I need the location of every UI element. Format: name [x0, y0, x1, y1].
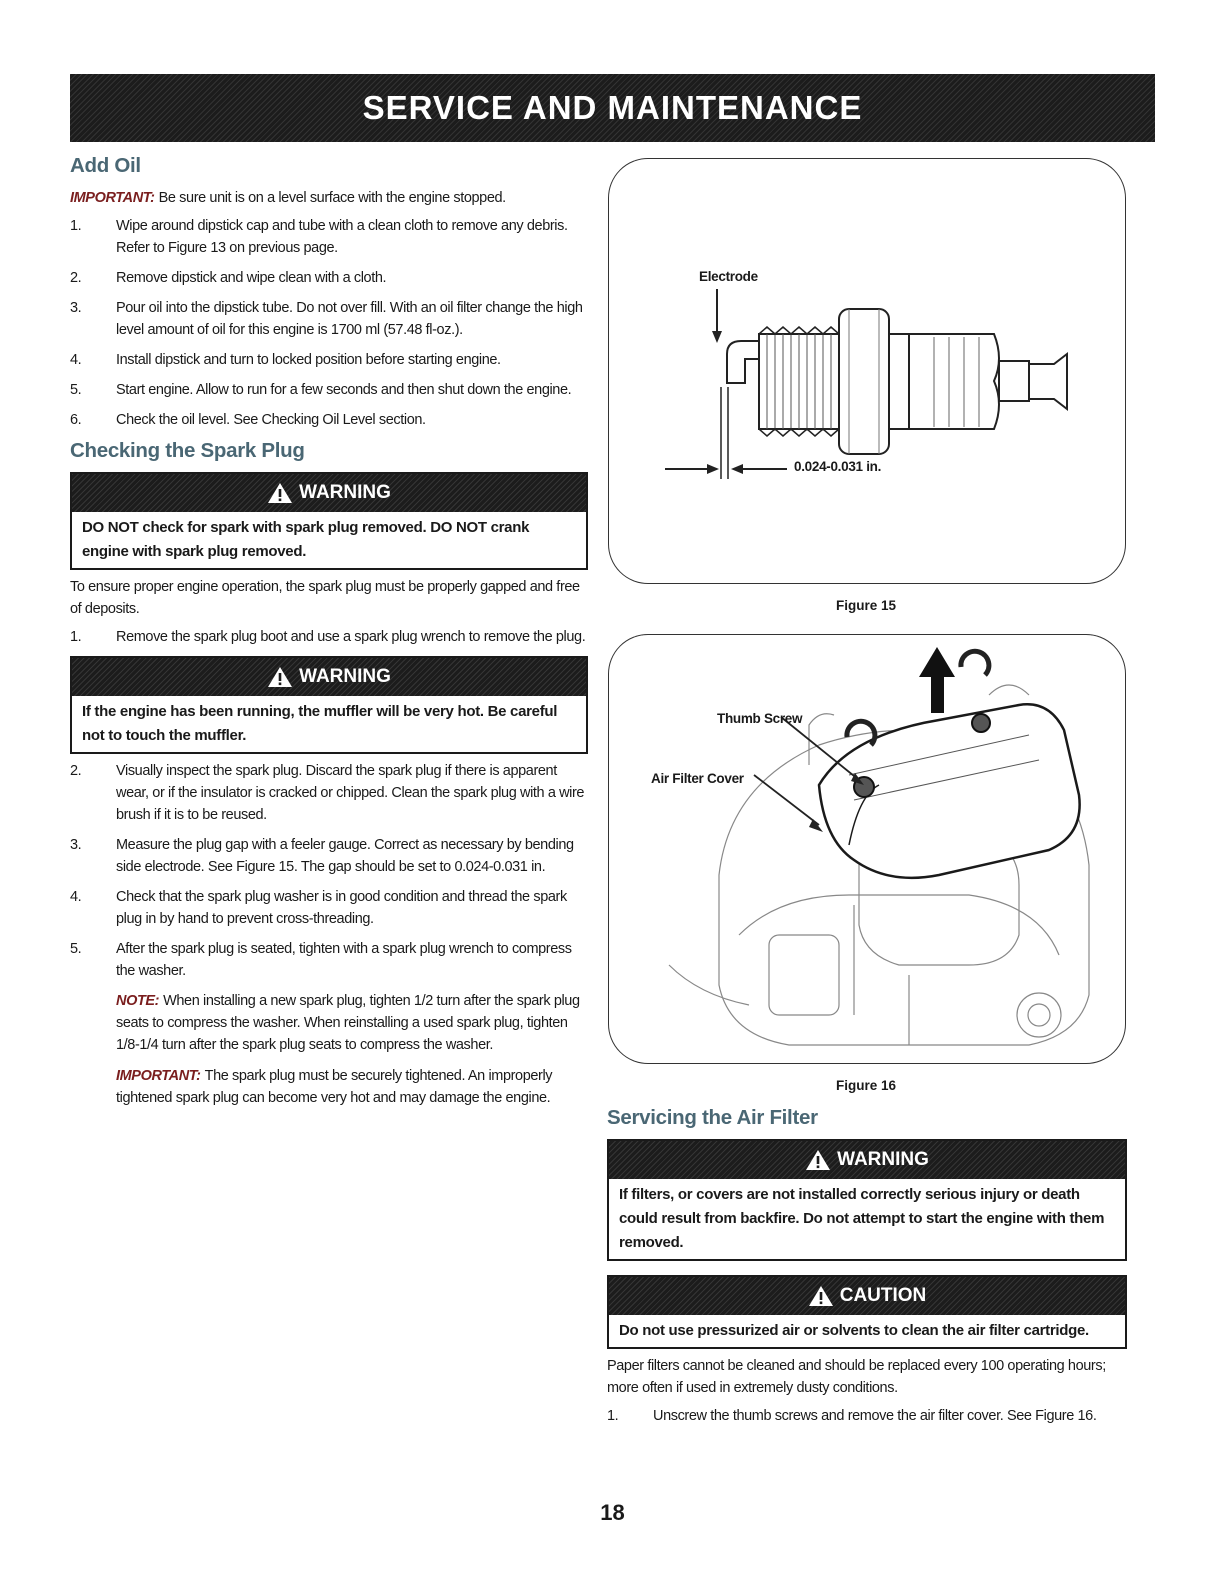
warning-header — [609, 1141, 1125, 1179]
list-item — [607, 1405, 1127, 1427]
warning-triangle-icon — [267, 666, 293, 688]
warning-text: If filters, or covers are not installed correctly serious injury or death could result from backfire. Do not attempt to start the engine with them removed. — [619, 1186, 1105, 1251]
figure-16-caption: Figure 16 — [835, 1078, 897, 1093]
engine-air-filter-illustration — [609, 635, 1125, 1063]
step-text: Pour oil into the dipstick tube. Do not over fill. With an oil filter change the high level amount of oil for this engine is 1700 ml (57.48 fl-oz.). — [116, 300, 583, 338]
air-filter-intro: Paper filters cannot be cleaned and should be replaced every 100 operating hours; more often if used in extremely dusty conditions. — [607, 1358, 1106, 1396]
caution-text: Do not use pressurized air or solvents to clean the air filter cartridge. — [619, 1322, 1089, 1339]
step-text: Visually inspect the spark plug. Discard the spark plug if there is apparent wear, or if the insulator is cracked or chipped. Clean the spark plug with a wire brush if it is to be reused. — [116, 763, 585, 823]
left-column — [70, 154, 588, 1118]
step-number: 3. — [70, 837, 82, 853]
warning-box — [70, 472, 588, 570]
caution-header — [609, 1277, 1125, 1315]
spark-plug-important — [70, 1065, 588, 1109]
add-oil-heading: Add Oil — [70, 154, 141, 177]
air-filter-steps — [607, 1405, 1127, 1427]
step-text: After the spark plug is seated, tighten with a spark plug wrench to compress the washer. — [116, 941, 572, 979]
note-label: NOTE: — [116, 993, 160, 1009]
list-item — [70, 886, 588, 930]
warning-header — [72, 474, 586, 512]
warning-title: WARNING — [299, 666, 391, 687]
list-item — [70, 626, 588, 648]
important-text: The spark plug must be securely tightened. An improperly tightened spark plug can become very hot and may damage the engine. — [116, 1068, 553, 1106]
list-item — [70, 349, 588, 371]
section-banner — [70, 74, 1155, 142]
step-text: Remove dipstick and wipe clean with a cloth. — [116, 270, 387, 286]
spark-plug-note — [70, 990, 588, 1056]
step-text: Unscrew the thumb screws and remove the air filter cover. See Figure 16. — [653, 1408, 1097, 1424]
warning-triangle-icon — [267, 482, 293, 504]
figure-16-frame — [608, 634, 1126, 1064]
step-text: Measure the plug gap with a feeler gauge. Correct as necessary by bending side electrode. See Figure 15. The gap should be set to 0.024-0.031 in. — [116, 837, 574, 875]
warning-triangle-icon — [805, 1149, 831, 1171]
important-label: IMPORTANT: — [116, 1068, 201, 1084]
step-text: Install dipstick and turn to locked position before starting engine. — [116, 352, 501, 368]
step-number: 1. — [70, 629, 82, 645]
figure-15-caption: Figure 15 — [835, 598, 897, 613]
list-item — [70, 834, 588, 878]
warning-box — [70, 656, 588, 754]
air-filter-cover-label: Air Filter Cover — [651, 771, 744, 786]
step-number: 2. — [70, 763, 82, 779]
warning-text: If the engine has been running, the muffler will be very hot. Be careful not to touch the muffler. — [82, 703, 558, 744]
note-text: When installing a new spark plug, tighten 1/2 turn after the spark plug seats to compress the washer. When reinstalling a used spark plug, tighten 1/8-1/4 turn after the spark plug seats to compress the washer. — [116, 993, 580, 1053]
caution-triangle-icon — [808, 1285, 834, 1307]
warning-title: WARNING — [837, 1149, 929, 1170]
section-title: SERVICE AND MAINTENANCE — [362, 89, 863, 126]
step-number: 2. — [70, 270, 82, 286]
air-filter-heading: Servicing the Air Filter — [607, 1106, 818, 1129]
list-item — [70, 938, 588, 982]
list-item — [70, 760, 588, 826]
step-number: 1. — [70, 218, 82, 234]
step-number: 6. — [70, 412, 82, 428]
list-item — [70, 379, 588, 401]
add-oil-important — [70, 187, 588, 209]
important-text: Be sure unit is on a level surface with the engine stopped. — [158, 190, 506, 206]
important-label: IMPORTANT: — [70, 190, 155, 206]
add-oil-steps — [70, 215, 588, 431]
step-text: Wipe around dipstick cap and tube with a clean cloth to remove any debris. Refer to Figure 13 on previous page. — [116, 218, 568, 256]
step-number: 3. — [70, 300, 82, 316]
list-item — [70, 267, 588, 289]
warning-title: WARNING — [299, 482, 391, 503]
step-text: Check the oil level. See Checking Oil Level section. — [116, 412, 426, 428]
step-text: Start engine. Allow to run for a few seconds and then shut down the engine. — [116, 382, 572, 398]
step-number: 4. — [70, 352, 82, 368]
air-filter-section — [607, 1106, 1127, 1435]
spark-plug-heading: Checking the Spark Plug — [70, 439, 305, 462]
list-item — [70, 297, 588, 341]
step-number: 4. — [70, 889, 82, 905]
warning-text: DO NOT check for spark with spark plug removed. DO NOT crank engine with spark plug removed. — [82, 519, 530, 560]
caution-box — [607, 1275, 1127, 1349]
spark-plug-illustration — [609, 159, 1125, 583]
gap-label: 0.024-0.031 in. — [794, 459, 882, 474]
spark-plug-intro: To ensure proper engine operation, the spark plug must be properly gapped and free of deposits. — [70, 579, 580, 617]
spark-plug-step1 — [70, 626, 588, 648]
step-text: Remove the spark plug boot and use a spark plug wrench to remove the plug. — [116, 629, 586, 645]
list-item — [70, 409, 588, 431]
electrode-label: Electrode — [699, 269, 758, 284]
step-text: Check that the spark plug washer is in good condition and thread the spark plug in by hand to prevent cross-threading. — [116, 889, 567, 927]
step-number: 5. — [70, 382, 82, 398]
figure-15-frame — [608, 158, 1126, 584]
warning-header — [72, 658, 586, 696]
list-item — [70, 215, 588, 259]
thumb-screw-label: Thumb Screw — [717, 711, 803, 726]
caution-title: CAUTION — [839, 1285, 927, 1306]
step-number: 5. — [70, 941, 82, 957]
page-number: 18 — [600, 1500, 625, 1525]
spark-plug-steps — [70, 760, 588, 982]
step-number: 1. — [607, 1408, 619, 1424]
warning-box — [607, 1139, 1127, 1261]
